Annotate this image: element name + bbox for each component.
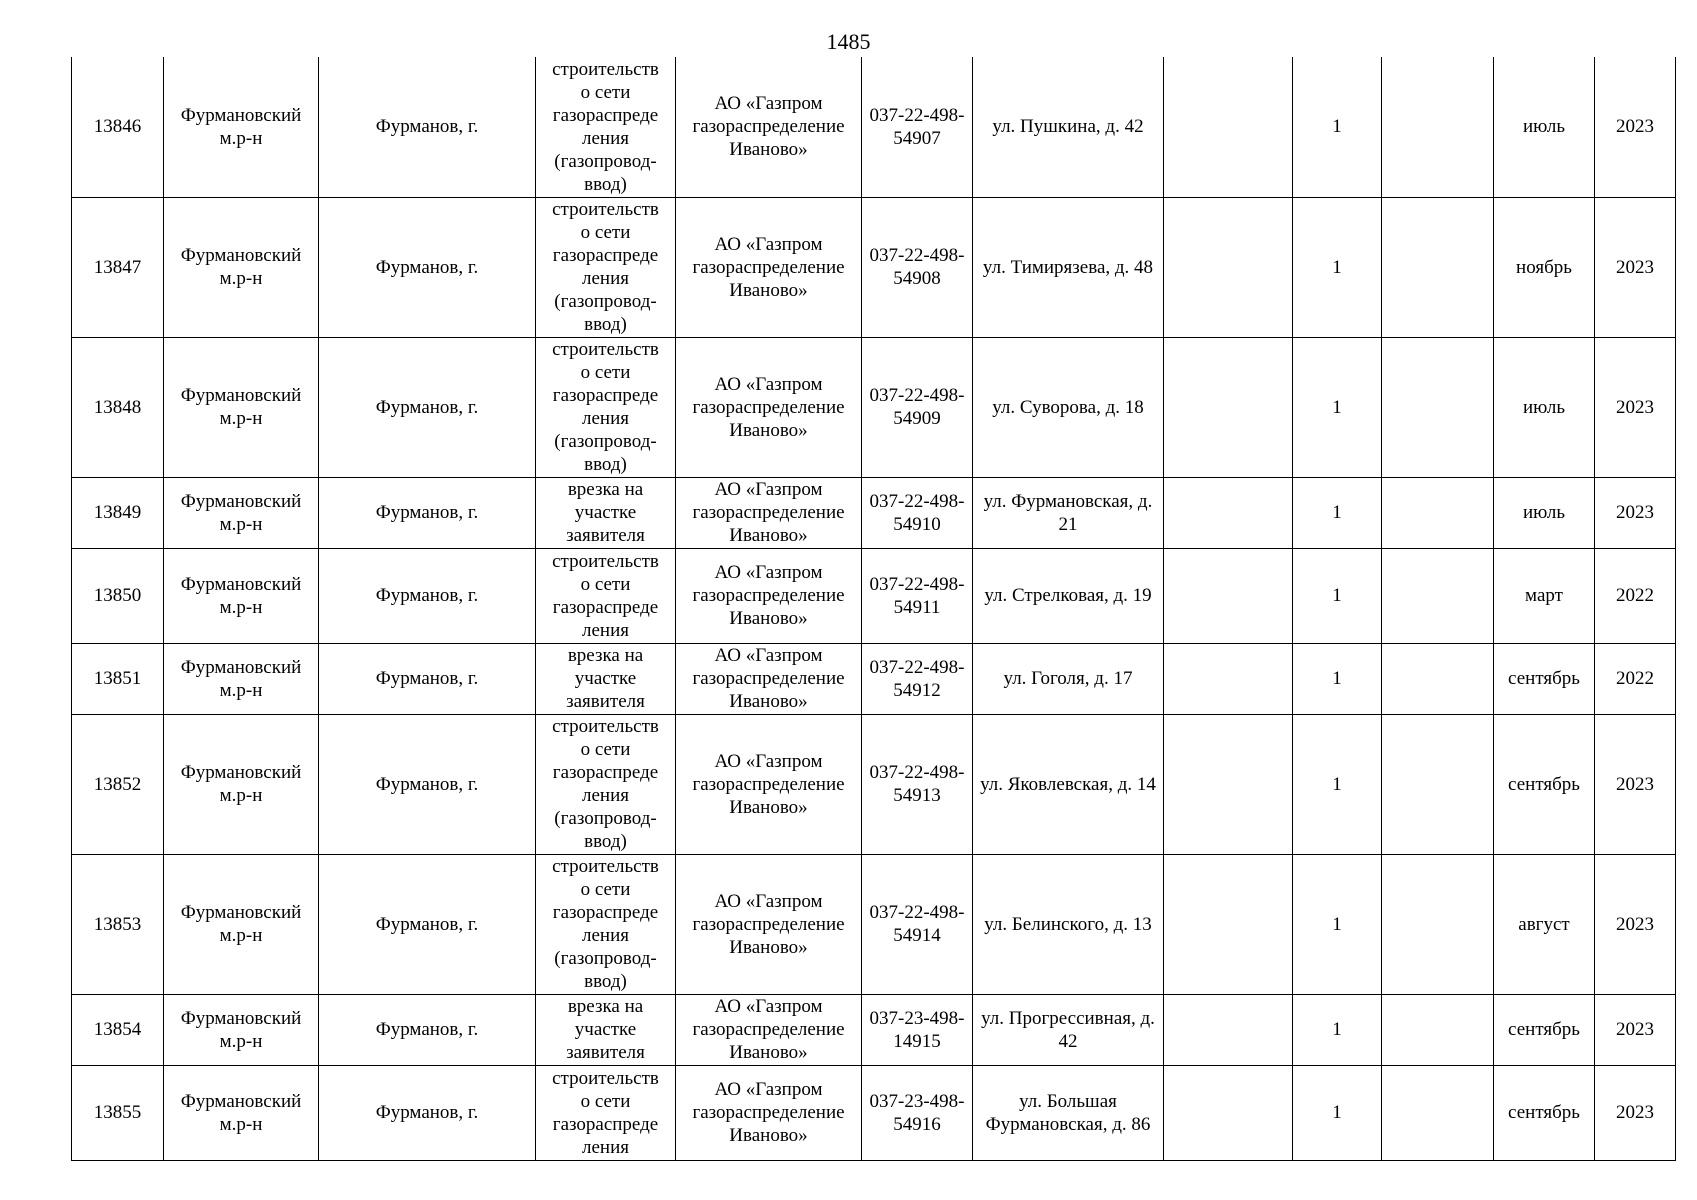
code-cell: 037-22-498-54907: [862, 57, 973, 197]
year-cell: 2022: [1595, 548, 1676, 643]
year-cell: 2023: [1595, 197, 1676, 337]
city-cell: Фурманов, г.: [319, 714, 536, 854]
empty-cell: [1164, 994, 1293, 1065]
organization-cell: АО «Газпром газораспределение Иваново»: [676, 197, 862, 337]
month-cell: сентябрь: [1494, 714, 1595, 854]
district-cell: Фурмановский м.р-н: [164, 197, 319, 337]
row-number: 13853: [72, 854, 164, 994]
city-cell: Фурманов, г.: [319, 643, 536, 714]
registry-table: [71, 57, 1676, 1161]
empty-cell: [1382, 714, 1494, 854]
code-cell: 037-22-498-54912: [862, 643, 973, 714]
city-cell: Фурманов, г.: [319, 1065, 536, 1160]
year-cell: 2023: [1595, 994, 1676, 1065]
row-number: 13848: [72, 337, 164, 477]
district-cell: Фурмановский м.р-н: [164, 477, 319, 548]
quantity-cell: 1: [1293, 994, 1382, 1065]
city-cell: Фурманов, г.: [319, 477, 536, 548]
district-cell: Фурмановский м.р-н: [164, 994, 319, 1065]
work-type-cell: строительств о сети газораспреде ления: [536, 1065, 676, 1160]
organization-cell: АО «Газпром газораспределение Иваново»: [676, 57, 862, 197]
city-cell: Фурманов, г.: [319, 57, 536, 197]
year-cell: 2022: [1595, 643, 1676, 714]
quantity-cell: 1: [1293, 548, 1382, 643]
district-cell: Фурмановский м.р-н: [164, 337, 319, 477]
empty-cell: [1164, 477, 1293, 548]
empty-cell: [1164, 854, 1293, 994]
month-cell: сентябрь: [1494, 994, 1595, 1065]
empty-cell: [1164, 1065, 1293, 1160]
table-row: [72, 1065, 1676, 1160]
address-cell: ул. Яковлевская, д. 14: [973, 714, 1164, 854]
table-row: [72, 477, 1676, 548]
address-cell: ул. Прогрессивная, д. 42: [973, 994, 1164, 1065]
city-cell: Фурманов, г.: [319, 994, 536, 1065]
work-type-cell: строительств о сети газораспреде ления (газопровод- ввод): [536, 197, 676, 337]
code-cell: 037-22-498-54911: [862, 548, 973, 643]
row-number: 13847: [72, 197, 164, 337]
year-cell: 2023: [1595, 854, 1676, 994]
address-cell: ул. Пушкина, д. 42: [973, 57, 1164, 197]
table-row: [72, 548, 1676, 643]
quantity-cell: 1: [1293, 197, 1382, 337]
work-type-cell: строительств о сети газораспреде ления: [536, 548, 676, 643]
city-cell: Фурманов, г.: [319, 854, 536, 994]
year-cell: 2023: [1595, 714, 1676, 854]
work-type-cell: врезка на участке заявителя: [536, 643, 676, 714]
row-number: 13849: [72, 477, 164, 548]
quantity-cell: 1: [1293, 477, 1382, 548]
empty-cell: [1382, 854, 1494, 994]
work-type-cell: строительств о сети газораспреде ления (газопровод- ввод): [536, 337, 676, 477]
empty-cell: [1164, 548, 1293, 643]
table-row: [72, 854, 1676, 994]
organization-cell: АО «Газпром газораспределение Иваново»: [676, 714, 862, 854]
empty-cell: [1164, 197, 1293, 337]
month-cell: июль: [1494, 57, 1595, 197]
organization-cell: АО «Газпром газораспределение Иваново»: [676, 994, 862, 1065]
district-cell: Фурмановский м.р-н: [164, 1065, 319, 1160]
address-cell: ул. Гоголя, д. 17: [973, 643, 1164, 714]
address-cell: ул. Большая Фурмановская, д. 86: [973, 1065, 1164, 1160]
code-cell: 037-23-498-54916: [862, 1065, 973, 1160]
district-cell: Фурмановский м.р-н: [164, 714, 319, 854]
organization-cell: АО «Газпром газораспределение Иваново»: [676, 1065, 862, 1160]
row-number: 13852: [72, 714, 164, 854]
year-cell: 2023: [1595, 337, 1676, 477]
work-type-cell: строительств о сети газораспреде ления (газопровод- ввод): [536, 57, 676, 197]
code-cell: 037-22-498-54913: [862, 714, 973, 854]
page-number: 1485: [826, 29, 871, 54]
row-number: 13854: [72, 994, 164, 1065]
empty-cell: [1382, 643, 1494, 714]
month-cell: сентябрь: [1494, 643, 1595, 714]
empty-cell: [1164, 337, 1293, 477]
year-cell: 2023: [1595, 477, 1676, 548]
code-cell: 037-22-498-54910: [862, 477, 973, 548]
quantity-cell: 1: [1293, 337, 1382, 477]
row-number: 13855: [72, 1065, 164, 1160]
month-cell: август: [1494, 854, 1595, 994]
organization-cell: АО «Газпром газораспределение Иваново»: [676, 548, 862, 643]
organization-cell: АО «Газпром газораспределение Иваново»: [676, 337, 862, 477]
empty-cell: [1382, 197, 1494, 337]
empty-cell: [1382, 337, 1494, 477]
city-cell: Фурманов, г.: [319, 197, 536, 337]
empty-cell: [1164, 643, 1293, 714]
empty-cell: [1382, 1065, 1494, 1160]
year-cell: 2023: [1595, 1065, 1676, 1160]
empty-cell: [1382, 994, 1494, 1065]
district-cell: Фурмановский м.р-н: [164, 854, 319, 994]
empty-cell: [1164, 57, 1293, 197]
table-row: [72, 337, 1676, 477]
month-cell: ноябрь: [1494, 197, 1595, 337]
table-row: [72, 57, 1676, 197]
month-cell: июль: [1494, 337, 1595, 477]
row-number: 13851: [72, 643, 164, 714]
code-cell: 037-22-498-54914: [862, 854, 973, 994]
district-cell: Фурмановский м.р-н: [164, 548, 319, 643]
organization-cell: АО «Газпром газораспределение Иваново»: [676, 643, 862, 714]
month-cell: июль: [1494, 477, 1595, 548]
table-row: [72, 197, 1676, 337]
code-cell: 037-23-498-14915: [862, 994, 973, 1065]
empty-cell: [1382, 548, 1494, 643]
empty-cell: [1382, 57, 1494, 197]
quantity-cell: 1: [1293, 1065, 1382, 1160]
month-cell: март: [1494, 548, 1595, 643]
table-row: [72, 643, 1676, 714]
address-cell: ул. Суворова, д. 18: [973, 337, 1164, 477]
organization-cell: АО «Газпром газораспределение Иваново»: [676, 477, 862, 548]
quantity-cell: 1: [1293, 643, 1382, 714]
quantity-cell: 1: [1293, 854, 1382, 994]
work-type-cell: врезка на участке заявителя: [536, 994, 676, 1065]
address-cell: ул. Фурмановская, д. 21: [973, 477, 1164, 548]
code-cell: 037-22-498-54908: [862, 197, 973, 337]
year-cell: 2023: [1595, 57, 1676, 197]
code-cell: 037-22-498-54909: [862, 337, 973, 477]
row-number: 13846: [72, 57, 164, 197]
work-type-cell: врезка на участке заявителя: [536, 477, 676, 548]
empty-cell: [1164, 714, 1293, 854]
work-type-cell: строительств о сети газораспреде ления (газопровод- ввод): [536, 714, 676, 854]
address-cell: ул. Белинского, д. 13: [973, 854, 1164, 994]
district-cell: Фурмановский м.р-н: [164, 57, 319, 197]
table-row: [72, 994, 1676, 1065]
quantity-cell: 1: [1293, 714, 1382, 854]
table-row: [72, 714, 1676, 854]
address-cell: ул. Тимирязева, д. 48: [973, 197, 1164, 337]
month-cell: сентябрь: [1494, 1065, 1595, 1160]
quantity-cell: 1: [1293, 57, 1382, 197]
organization-cell: АО «Газпром газораспределение Иваново»: [676, 854, 862, 994]
city-cell: Фурманов, г.: [319, 337, 536, 477]
row-number: 13850: [72, 548, 164, 643]
empty-cell: [1382, 477, 1494, 548]
city-cell: Фурманов, г.: [319, 548, 536, 643]
address-cell: ул. Стрелковая, д. 19: [973, 548, 1164, 643]
district-cell: Фурмановский м.р-н: [164, 643, 319, 714]
work-type-cell: строительств о сети газораспреде ления (газопровод- ввод): [536, 854, 676, 994]
